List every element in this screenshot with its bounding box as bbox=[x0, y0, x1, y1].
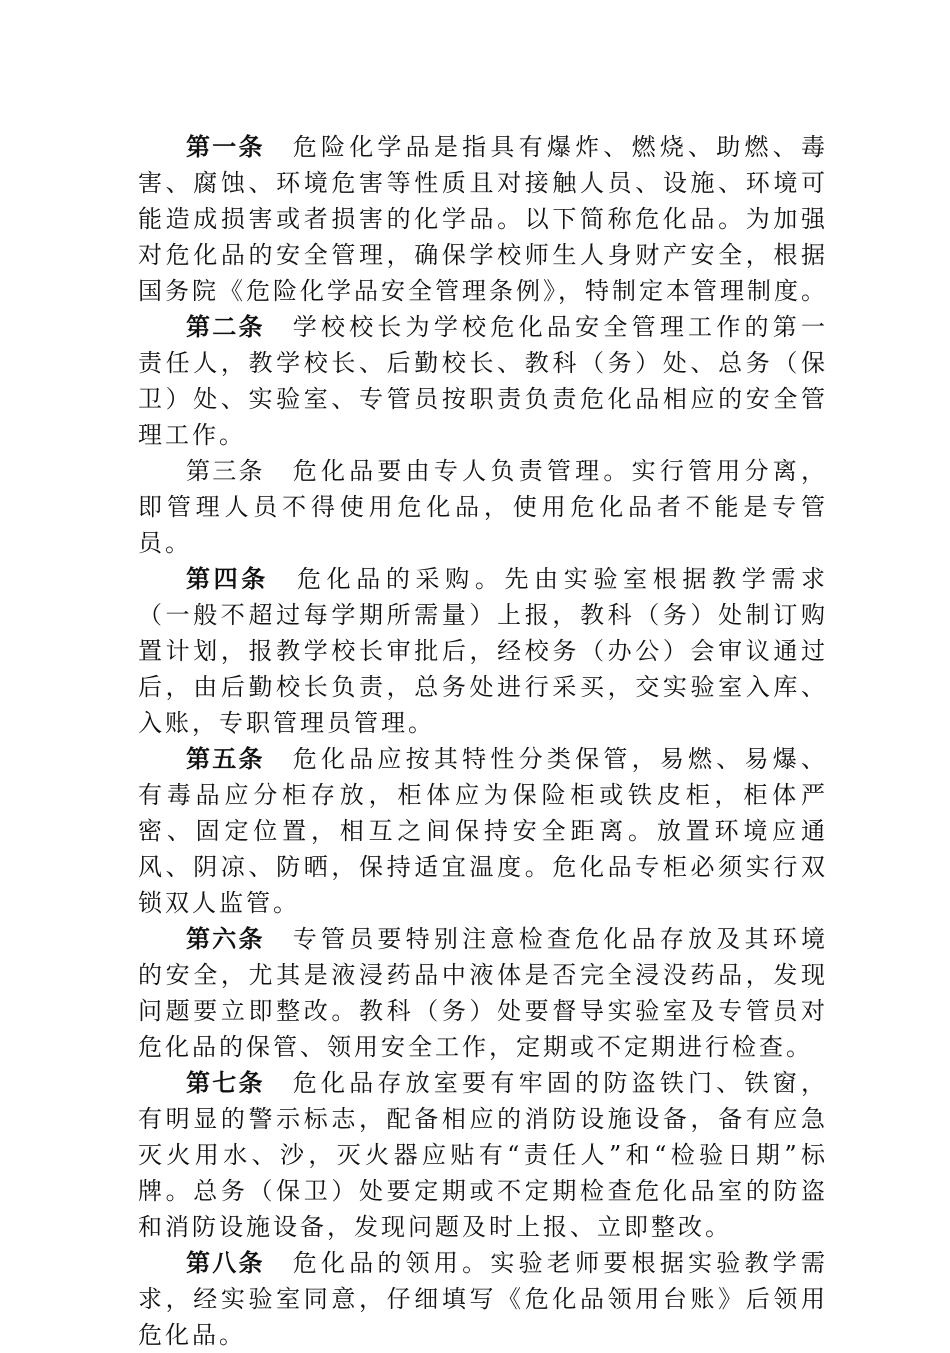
article-text: 危化品要由专人负责管理。实行管用分离，即管理人员不得使用危化品，使用危化品者不能是专管员。 bbox=[138, 457, 829, 557]
article-heading: 第五条 bbox=[186, 745, 265, 773]
article-text: 危化品应按其特性分类保管，易燃、易爆、有毒品应分柜存放，柜体应为保险柜或铁皮柜，柜体严密、固定位置，相互之间保持安全距离。放置环境应通风、阴凉、防晒，保持适宜温度。危化品专柜必须实行双锁双人监管。 bbox=[138, 745, 829, 917]
article-4 bbox=[138, 561, 828, 741]
article-text: 危化品存放室要有牢固的防盗铁门、铁窗，有明显的警示标志，配备相应的消防设施设备，备有应急灭火用水、沙，灭火器应贴有“责任人”和“检验日期”标牌。总务（保卫）处要定期或不定期检查危化品室的防盗和消防设施设备，发现问题及时上报、立即整改。 bbox=[138, 1069, 829, 1241]
article-6 bbox=[138, 921, 828, 1065]
article-heading: 第七条 bbox=[186, 1069, 265, 1097]
article-1 bbox=[138, 129, 828, 309]
article-heading: 第一条 bbox=[186, 133, 265, 161]
article-3 bbox=[138, 453, 828, 561]
article-heading: 第六条 bbox=[186, 925, 265, 953]
article-7 bbox=[138, 1065, 828, 1245]
article-text: 学校校长为学校危化品安全管理工作的第一责任人，教学校长、后勤校长、教科（务）处、总务（保卫）处、实验室、专管员按职责负责危化品相应的安全管理工作。 bbox=[138, 313, 829, 449]
article-heading: 第四条 bbox=[186, 565, 269, 593]
article-text: 危化品的领用。实验老师要根据实验教学需求，经实验室同意，仔细填写《危化品领用台账》后领用危化品。 bbox=[138, 1249, 829, 1349]
regulation-body bbox=[138, 129, 828, 1353]
article-heading: 第三条 bbox=[186, 457, 265, 485]
article-2 bbox=[138, 309, 828, 453]
article-5 bbox=[138, 741, 828, 921]
article-heading: 第八条 bbox=[186, 1249, 265, 1277]
article-text: 危险化学品是指具有爆炸、燃烧、助燃、毒害、腐蚀、环境危害等性质且对接触人员、设施、环境可能造成损害或者损害的化学品。以下简称危化品。为加强对危化品的安全管理，确保学校师生人身财产安全，根据国务院《危险化学品安全管理条例》，特制定本管理制度。 bbox=[138, 133, 829, 305]
article-text: 危化品的采购。先由实验室根据教学需求（一般不超过每学期所需量）上报，教科（务）处制订购置计划，报教学校长审批后，经校务（办公）会审议通过后，由后勤校长负责，总务处进行采买，交实验室入库、入账，专职管理员管理。 bbox=[138, 565, 829, 737]
article-heading: 第二条 bbox=[186, 313, 265, 341]
article-8 bbox=[138, 1245, 828, 1353]
article-text: 专管员要特别注意检查危化品存放及其环境的安全，尤其是液浸药品中液体是否完全浸没药品，发现问题要立即整改。教科（务）处要督导实验室及专管员对危化品的保管、领用安全工作，定期或不定期进行检查。 bbox=[138, 925, 829, 1061]
